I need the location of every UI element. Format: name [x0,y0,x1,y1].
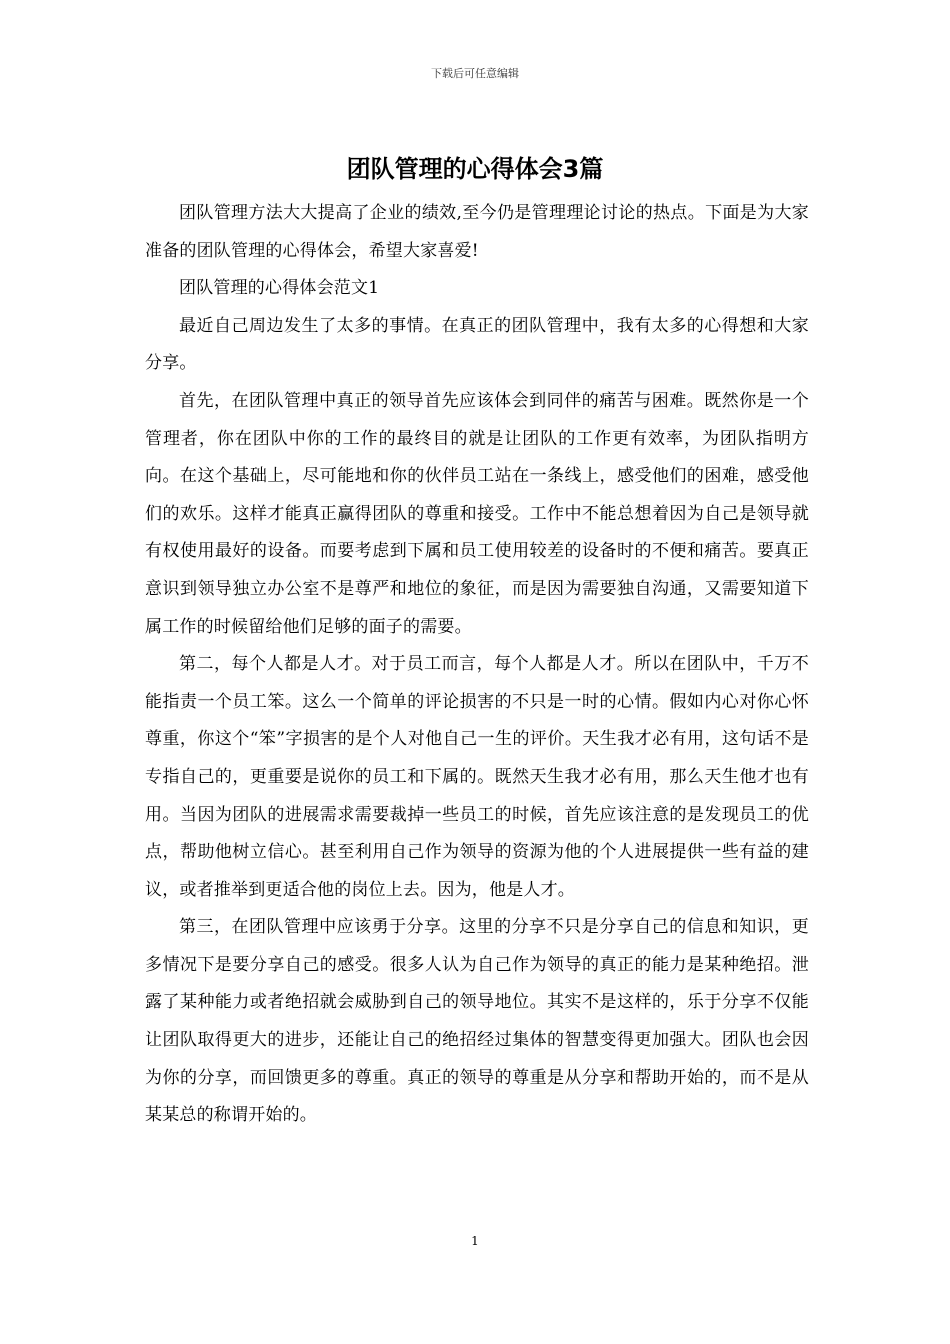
page-header: 下载后可任意编辑 [431,67,519,80]
intro-paragraph: 团队管理方法大大提高了企业的绩效,至今仍是管理理论讨论的热点。下面是为大家准备的团队管理的心得体会，希望大家喜爱! [145,203,809,261]
section-heading: 团队管理的心得体会范文1 [179,278,380,299]
body-paragraph: 首先，在团队管理中真正的领导首先应该体会到同伴的痛苦与困难。既然你是一个管理者，你在团队中你的工作的最终目的就是让团队的工作更有效率，为团队指明方向。在这个基础上，尽可能地和你的伙伴员工站在一条线上，感受他们的困难，感受他们的欢乐。这样才能真正赢得团队的尊重和接受。工作中不能总想着因为自己是领导就有权使用最好的设备。而要考虑到下属和员工使用较差的设备时的不便和痛苦。要真正意识到领导独立办公室不是尊严和地位的象征，而是因为需要独自沟通，又需要知道下属工作的时候留给他们足够的面子的需要。 [145,390,809,637]
body-paragraph: 第三，在团队管理中应该勇于分享。这里的分享不只是分享自己的信息和知识，更多情况下是要分享自己的感受。很多人认为自己作为领导的真正的能力是某种绝招。泄露了某种能力或者绝招就会威胁到自己的领导地位。其实不是这样的，乐于分享不仅能让团队取得更大的进步，还能让自己的绝招经过集体的智慧变得更加强大。团队也会因为你的分享，而回馈更多的尊重。真正的领导的尊重是从分享和帮助开始的，而不是从某某总的称谓开始的。 [145,917,809,1126]
body-paragraph: 第二，每个人都是人才。对于员工而言，每个人都是人才。所以在团队中，千万不能指责一个员工笨。这么一个简单的评论损害的不只是一时的心情。假如内心对你心怀尊重，你这个“笨”字损害的是个人对他自己一生的评价。天生我才必有用，这句话不是专指自己的，更重要是说你的员工和下属的。既然天生我才必有用，那么天生他才也有用。当因为团队的进展需求需要裁掉一些员工的时候，首先应该注意的是发现员工的优点，帮助他树立信心。甚至利用自己作为领导的资源为他的个人进展提供一些有益的建议，或者推举到更适合他的岗位上去。因为，他是人才。 [145,654,809,900]
page-number: 1 [471,1234,479,1248]
document-title: 团队管理的心得体会3篇 [346,155,604,183]
document-body [145,195,809,1135]
body-paragraph: 最近自己周边发生了太多的事情。在真正的团队管理中，我有太多的心得想和大家分享。 [145,315,809,374]
